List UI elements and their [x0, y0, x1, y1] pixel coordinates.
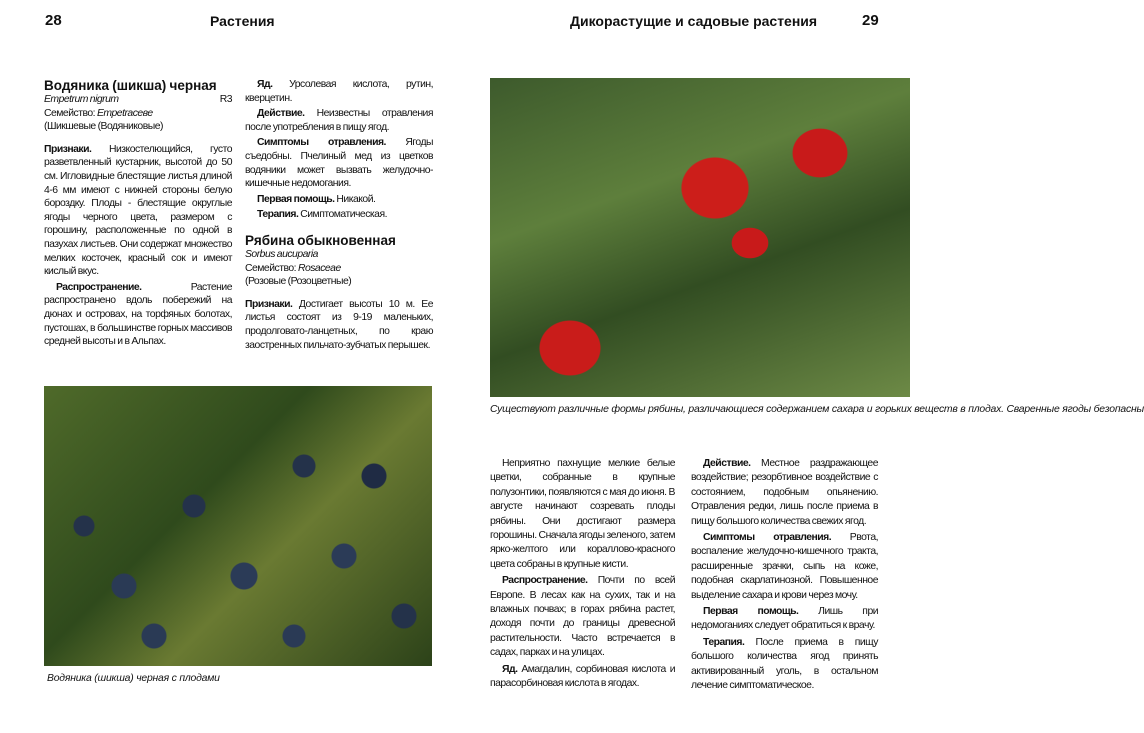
crowberry-signs: Признаки. Низкостелющийся, густо разветвленный кустарник, высотой до 50 см. Игловидные блестящие листья длиной 4-6 мм имеют с нижней стороны белую бороздку. Плоды - блестящие округлые ягоды черного цвета, размером с горошину, расположенные по одной в пазухах листьев. Они содержат множество мелких косточек, красный сок и имеют кислый вкус. — [44, 143, 232, 278]
crowberry-column-1 — [44, 78, 232, 349]
crowberry-caption: Водяника (шикша) черная с плодами — [47, 673, 220, 684]
crowberry-spread: Распространение. Растение распространено вдоль побережий на дюнах и островах, на торфяных болотах, пустошах, в большинстве горных массивов средней высоты и в Альпах. — [44, 281, 232, 348]
crowberry-photo — [44, 386, 432, 666]
crowberry-latin: Empetrum nigrum — [44, 94, 119, 105]
rowan-photo — [490, 78, 910, 397]
left-section-title: Растения — [210, 13, 275, 29]
rowan-signs: Признаки. Достигает высоты 10 м. Ее листья состоят из 9-19 маленьких, продолговато-ланцетных, по краю заостренных пильчато-зубчатых перышек. — [245, 298, 433, 351]
family-label: Семейство: — [245, 262, 297, 274]
crowberry-action: Действие. Неизвестны отравления после употребления в пищу ягод. — [245, 108, 433, 133]
rowan-spread: Распространение. Почти по всей Европе. В лесах как на сухих, так и на влажных почвах; в горах рябина растет, доходя почти до границы древесной растительности. Часто встречается в садах, парках и на улицах. — [490, 575, 676, 659]
crowberry-poison: Яд. Урсолевая кислота, рутин, кверцетин. — [245, 79, 434, 104]
rowan-column-2 — [691, 457, 878, 694]
rowan-title: Рябина обыкновенная — [245, 232, 396, 248]
rowan-first-aid: Первая помощь. Лишь при недомоганиях следует обратиться к врачу. — [691, 606, 879, 632]
rowan-caption: Существуют различные формы рябины, различающиеся содержанием сахара и горьких веществ в плодах. Сваренные ягоды безопасны — [490, 404, 1144, 415]
crowberry-family: Empetracеве — [96, 107, 153, 119]
crowberry-family-ru: (Шикшевые (Водяниковые) — [44, 121, 163, 133]
crowberry-first-aid: Первая помощь. Никакой. — [257, 193, 376, 205]
rowan-action: Действие. Местное раздражающее воздействие; резорбтивное воздействие с состоянием, подобным опьянению. Отравления редки, лишь после приема в пищу большого количества свежих ягод. — [691, 458, 878, 527]
right-page-number: 29 — [862, 12, 879, 29]
rowan-family: Rosaceae — [297, 262, 341, 274]
rowan-flowers: Неприятно пахнущие мелкие белые цветки, собранные в крупные полузонтики, появляются с мая до июня. В августе начинают созревать плоды рябины. Они достигают размера горошины. Сначала ягоды зеленого, затем ярко-желтого или кораллово-красного цвета собраны в крупные кисти. — [490, 458, 675, 570]
rowan-therapy: Терапия. После приема в пищу большого количества ягод принять активированный уголь, в остальном лечение симптоматическое. — [691, 636, 879, 692]
crowberry-symptoms: Симптомы отравления. Ягоды съедобны. Пчелиный мед из цветков водяники может вызвать желудочно-кишечные недомогания. — [245, 137, 434, 190]
crowberry-title: Водяника (шикша) черная — [44, 78, 217, 93]
family-label: Семейство: — [44, 107, 96, 119]
rowan-symptoms: Симптомы отравления. Рвота, воспаление желудочно-кишечного тракта, расширенные зрачки, сыпь на коже, подобная скарлатинозной. Повышенное выделение сахара и крови через мочу. — [691, 532, 878, 601]
rowan-column-1 — [490, 457, 675, 692]
right-section-title: Дикорастущие и садовые растения — [570, 13, 818, 29]
crowberry-column-2 — [245, 78, 433, 352]
rowan-latin: Sorbus aucuparia — [245, 248, 318, 260]
crowberry-code: R3 — [219, 94, 232, 105]
left-page-number: 28 — [45, 12, 62, 29]
crowberry-therapy: Терапия. Симптоматическая. — [257, 209, 387, 221]
rowan-poison: Яд. Амагдалин, сорбиновая кислота и парасорбиновая кислота в ягодах. — [490, 663, 676, 690]
rowan-family-ru: (Розовые (Розоцветные) — [245, 276, 352, 288]
